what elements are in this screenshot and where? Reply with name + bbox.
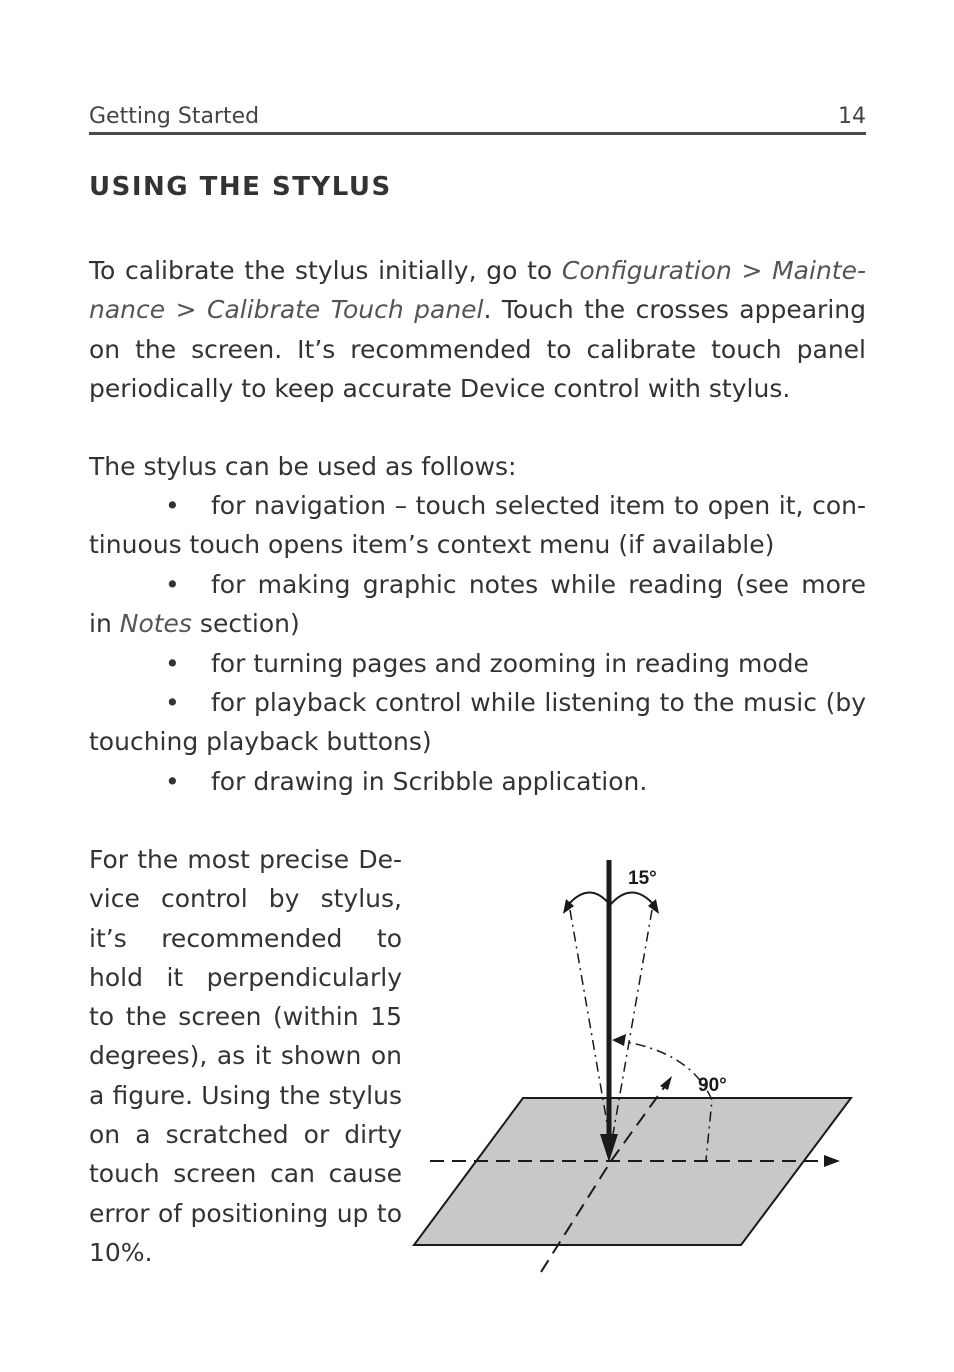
bullet-icon: • xyxy=(165,649,180,678)
bullet-icon: • xyxy=(165,570,180,599)
calibration-paragraph xyxy=(89,251,866,408)
calibration-text-before: To calibrate the stylus initially, go to xyxy=(89,256,562,285)
notes-section-link: Notes xyxy=(119,609,192,639)
right-angle-label: 90° xyxy=(698,1075,727,1096)
stylus-precision-text: For the most precise Device control by stylus, it’s recommended to hold it perpendicularly to the screen (within 15 degrees), as it shown on a figure. Using the stylus on a scratched or dirty touch screen can cause error of positioning up to 10%. xyxy=(89,845,402,1267)
list-item-text: for drawing in Scribble application. xyxy=(211,767,648,796)
depth-arrow-icon xyxy=(660,1076,672,1090)
list-item xyxy=(89,644,866,683)
section-title: USING THE STYLUS xyxy=(89,172,392,202)
page-header xyxy=(89,104,866,135)
bullet-icon: • xyxy=(165,491,180,520)
bullet-icon: • xyxy=(165,688,180,717)
page-number: 14 xyxy=(838,104,866,129)
axis-arrow-icon xyxy=(824,1155,840,1167)
list-item-text: for making graphic notes while reading (see more in xyxy=(89,570,866,639)
tilt-angle-label: 15° xyxy=(628,868,657,889)
usage-intro: The stylus can be used as follows: xyxy=(89,452,517,481)
stylus-angle-figure xyxy=(410,850,860,1280)
list-item-text: for playback control while listening to the music (by touching playback buttons) xyxy=(89,688,866,757)
list-item xyxy=(89,683,866,762)
list-item-text: for navigation – touch selected item to open it, continuous touch opens item’s context menu (if available) xyxy=(89,491,866,560)
section-name: Getting Started xyxy=(89,104,260,129)
list-item-text: for turning pages and zooming in reading mode xyxy=(211,649,809,678)
right-angle-arrow-icon xyxy=(612,1034,626,1046)
list-item xyxy=(89,565,866,644)
list-item xyxy=(89,762,866,801)
list-item-text: section) xyxy=(191,609,300,639)
list-item xyxy=(89,486,866,565)
screen-plane xyxy=(414,1098,851,1245)
calibration-text-after: . Touch the crosses appearing on the screen. It’s recommended to calibrate touch panel periodically to keep accurate Device control with stylus. xyxy=(89,295,866,403)
bullet-icon: • xyxy=(165,767,180,796)
calibration-menu-path: Configuration > Maintenance > Calibrate Touch panel xyxy=(89,256,867,325)
